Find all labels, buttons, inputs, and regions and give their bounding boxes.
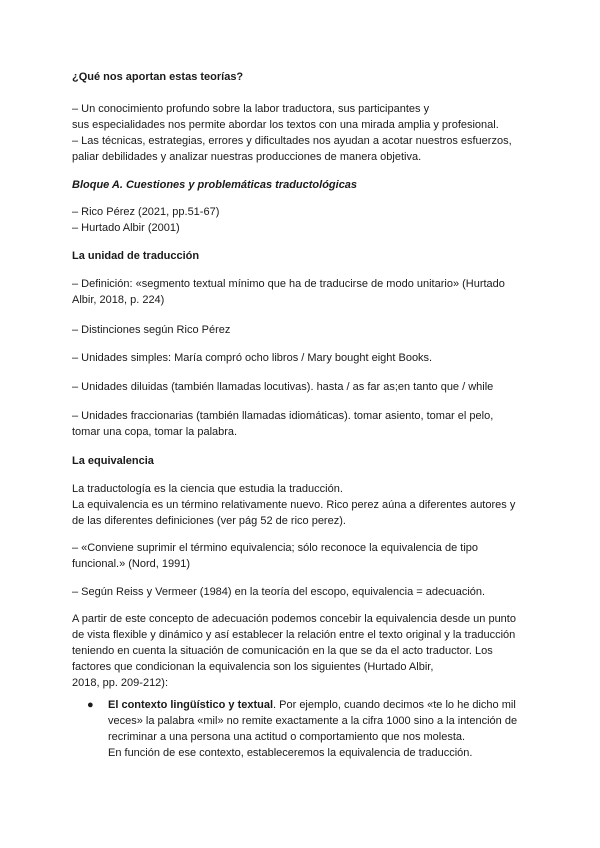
- bullet-item-contexto: [108, 697, 548, 761]
- paragraph-adecuacion: [72, 611, 532, 691]
- heading-equivalencia: La equivalencia: [72, 455, 154, 467]
- reference-item: – Rico Pérez (2021, pp.51-67): [72, 206, 220, 218]
- text-line: 2018, pp. 209-212):: [72, 677, 169, 689]
- text-line: – Unidades fraccionarias (también llamadas idiomáticas). tomar asiento, tomar el pelo,: [72, 410, 494, 422]
- text-line: veces» la palabra «mil» no remite exactamente a la cifra 1000 sino a la intención de: [108, 715, 518, 727]
- text-line: La equivalencia es un término relativamente nuevo. Rico perez aúna a diferentes autores y: [72, 499, 516, 511]
- text-line: de las diferentes definiciones (ver pág 52 de rico perez).: [72, 515, 346, 527]
- reference-list: [72, 204, 532, 236]
- paragraph-definicion: [72, 276, 532, 308]
- text-line: tomar una copa, tomar la palabra.: [72, 426, 238, 438]
- heading-que-nos-aportan: ¿Qué nos aportan estas teorías?: [72, 71, 244, 83]
- reference-item: – Hurtado Albir (2001): [72, 222, 180, 234]
- bullet-text: . Por ejemplo, cuando decimos «te lo he dicho mil: [273, 699, 516, 711]
- text-line: En función de ese contexto, estableceremos la equivalencia de traducción.: [108, 747, 473, 759]
- text-line: – «Conviene suprimir el término equivalencia; sólo reconoce la equivalencia de tipo: [72, 542, 479, 554]
- bullet-bold-term: El contexto lingüístico y textual: [108, 699, 274, 711]
- text-line: paliar debilidades y analizar nuestras producciones de manera objetiva.: [72, 151, 422, 163]
- text-line: recriminar a una persona una actitud o comportamiento que nos molesta.: [108, 731, 466, 743]
- text-line: funcional.» (Nord, 1991): [72, 558, 191, 570]
- text-line: A partir de este concepto de adecuación podemos concebir la equivalencia desde un punto: [72, 613, 516, 625]
- text-line: La traductología es la ciencia que estudia la traducción.: [72, 483, 343, 495]
- paragraph-unidades-simples: – Unidades simples: María compró ocho libros / Mary bought eight Books.: [72, 352, 433, 364]
- text-line: [108, 697, 548, 713]
- text-line: Albir, 2018, p. 224): [72, 294, 165, 306]
- paragraph-distinciones: – Distinciones según Rico Pérez: [72, 324, 231, 336]
- text-line: sus especialidades nos permite abordar los textos con una mirada amplia y profesional.: [72, 119, 499, 131]
- text-line: factores que condicionan la equivalencia son los siguientes (Hurtado Albir,: [72, 661, 434, 673]
- text-line: – Las técnicas, estrategias, errores y dificultades nos ayudan a acotar nuestros esfuerzos,: [72, 135, 512, 147]
- paragraph-equivalencia-intro: [72, 481, 532, 529]
- paragraph-unidades-diluidas: – Unidades diluidas (también llamadas locutivas). hasta / as far as;en tanto que / while: [72, 381, 494, 393]
- paragraph-reiss-vermeer: – Según Reiss y Vermeer (1984) en la teoría del escopo, equivalencia = adecuación.: [72, 586, 486, 598]
- paragraph-unidades-fraccionarias: [72, 408, 532, 440]
- heading-unidad-traduccion: La unidad de traducción: [72, 250, 200, 262]
- paragraph-aportan: [72, 101, 532, 165]
- text-line: – Definición: «segmento textual mínimo que ha de traducirse de modo unitario» (Hurtado: [72, 278, 505, 290]
- text-line: teniendo en cuenta la situación de comunicación en la que se da el acto traductor. Los: [72, 645, 493, 657]
- text-line: de vista flexible y dinámico y así establecer la relación entre el texto original y la traducción: [72, 629, 516, 641]
- text-line: – Un conocimiento profundo sobre la labor traductora, sus participantes y: [72, 103, 430, 115]
- heading-bloque-a: Bloque A. Cuestiones y problemáticas traductológicas: [72, 179, 358, 191]
- quote-nord: [72, 540, 532, 572]
- bullet-icon: ●: [87, 699, 94, 711]
